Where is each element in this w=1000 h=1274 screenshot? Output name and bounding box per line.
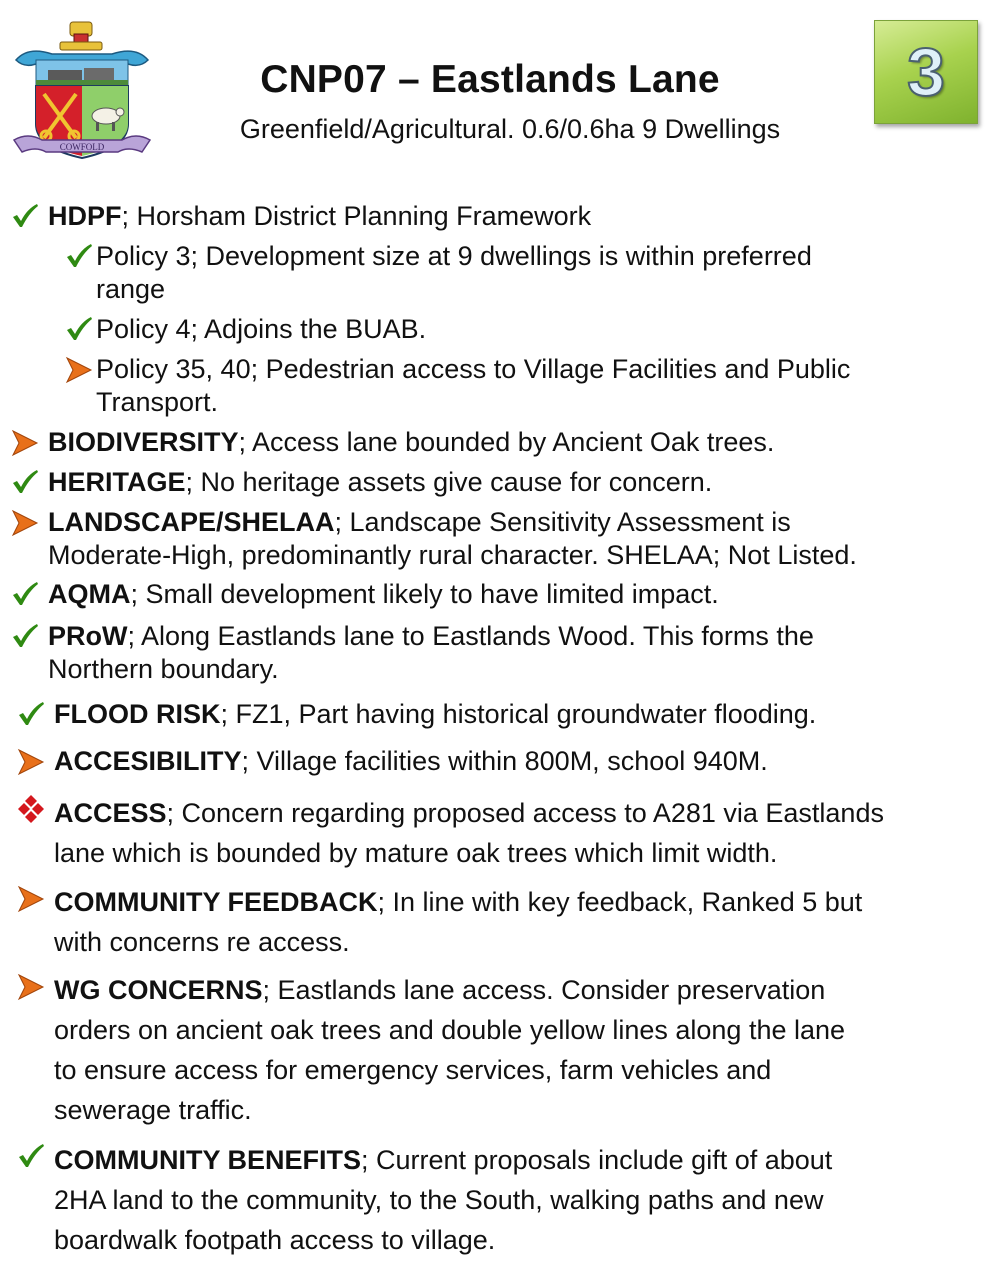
item-heading: COMMUNITY FEEDBACK [54, 887, 378, 917]
item-heading: WG CONCERNS [54, 975, 263, 1005]
arrow-icon [10, 426, 40, 459]
arrow-icon [10, 506, 40, 539]
item-text-line: boardwalk footpath access to village. [54, 1225, 496, 1255]
item-text: ; Village facilities within 800M, school 940M. [241, 746, 768, 776]
item-first-line [54, 698, 816, 731]
assessment-item [48, 578, 719, 611]
check-icon [16, 1140, 46, 1173]
assessment-item [54, 882, 862, 962]
item-text-line: sewerage traffic. [54, 1095, 252, 1125]
check-icon [16, 698, 46, 731]
item-first-line [48, 578, 719, 611]
item-text: ; Current proposals include gift of about [361, 1145, 833, 1175]
item-first-line [48, 620, 814, 653]
item-text: ; Along Eastlands lane to Eastlands Wood. This forms the [127, 621, 814, 651]
item-text-line: lane which is bounded by mature oak trees which limit width. [54, 838, 778, 868]
policy-list-item [96, 313, 426, 346]
check-icon [10, 620, 40, 653]
page-title: CNP07 – Eastlands Lane [260, 58, 720, 101]
check-icon [10, 578, 40, 611]
item-text-line: Policy 35, 40; Pedestrian access to Village Facilities and Public [96, 354, 851, 384]
assessment-item [48, 466, 712, 499]
assessment-item [54, 698, 816, 731]
item-text: ; Landscape Sensitivity Assessment is [334, 507, 791, 537]
item-first-line [54, 793, 884, 833]
item-text-line: Transport. [96, 387, 219, 417]
item-heading: BIODIVERSITY [48, 427, 239, 457]
assessment-item [54, 745, 768, 778]
item-text-line: Moderate-High, predominantly rural character. SHELAA; Not Listed. [48, 540, 857, 570]
item-text-line: to ensure access for emergency services, farm vehicles and [54, 1055, 772, 1085]
item-first-line [54, 745, 768, 778]
assessment-item [48, 426, 774, 459]
arrow-icon [16, 970, 46, 1003]
policy-list-item [96, 353, 850, 419]
item-text-line: 2HA land to the community, to the South, walking paths and new [54, 1185, 824, 1215]
check-icon [64, 313, 94, 346]
item-heading: ACCESS [54, 798, 167, 828]
check-icon [64, 240, 94, 273]
item-heading: HERITAGE [48, 467, 186, 497]
check-icon [10, 200, 40, 233]
item-first-line [54, 882, 862, 922]
item-text: ; FZ1, Part having historical groundwater flooding. [220, 699, 817, 729]
item-first-line [48, 200, 591, 233]
page-subtitle: Greenfield/Agricultural. 0.6/0.6ha 9 Dwellings [239, 114, 781, 144]
item-heading: COMMUNITY BENEFITS [54, 1145, 362, 1175]
item-text-line: Policy 3; Development size at 9 dwellings is within preferred [96, 241, 812, 271]
item-text-line: Northern boundary. [48, 654, 279, 684]
item-text: ; Horsham District Planning Framework [121, 201, 592, 231]
item-text: ; Eastlands lane access. Consider preservation [262, 975, 826, 1005]
page-number: 3 [907, 34, 945, 110]
item-heading: LANDSCAPE/SHELAA [48, 507, 335, 537]
item-first-line [54, 970, 845, 1010]
policy-list-item [96, 240, 812, 306]
item-text: ; Concern regarding proposed access to A281 via Eastlands [166, 798, 884, 828]
item-text: ; In line with key feedback, Ranked 5 but [377, 887, 863, 917]
svg-text:COWFOLD: COWFOLD [59, 142, 105, 152]
item-text: ; No heritage assets give cause for concern. [185, 467, 713, 497]
assessment-item [48, 200, 591, 233]
item-first-line [48, 466, 712, 499]
assessment-item [48, 620, 814, 686]
item-heading: FLOOD RISK [54, 699, 221, 729]
item-text: ; Small development likely to have limited impact. [130, 579, 719, 609]
item-text-line: with concerns re access. [54, 927, 350, 957]
arrow-icon [16, 745, 46, 778]
assessment-item [54, 1140, 832, 1260]
check-icon [10, 466, 40, 499]
arrow-icon [64, 353, 94, 386]
item-first-line [48, 506, 857, 539]
item-text-line: range [96, 274, 166, 304]
concern-icon [16, 793, 46, 826]
item-text: ; Access lane bounded by Ancient Oak trees. [238, 427, 775, 457]
item-heading: AQMA [48, 579, 131, 609]
page-number-badge [874, 20, 978, 124]
item-text-line: orders on ancient oak trees and double yellow lines along the lane [54, 1015, 846, 1045]
assessment-item [48, 506, 857, 572]
item-first-line [54, 1140, 832, 1180]
item-first-line [48, 426, 774, 459]
item-text-line: Policy 4; Adjoins the BUAB. [96, 314, 427, 344]
item-heading: ACCESIBILITY [54, 746, 242, 776]
assessment-item [54, 970, 845, 1130]
arrow-icon [16, 882, 46, 915]
cowfold-crest-logo [8, 20, 156, 160]
item-heading: PRoW [48, 621, 128, 651]
assessment-item [54, 793, 884, 873]
item-heading: HDPF [48, 201, 122, 231]
